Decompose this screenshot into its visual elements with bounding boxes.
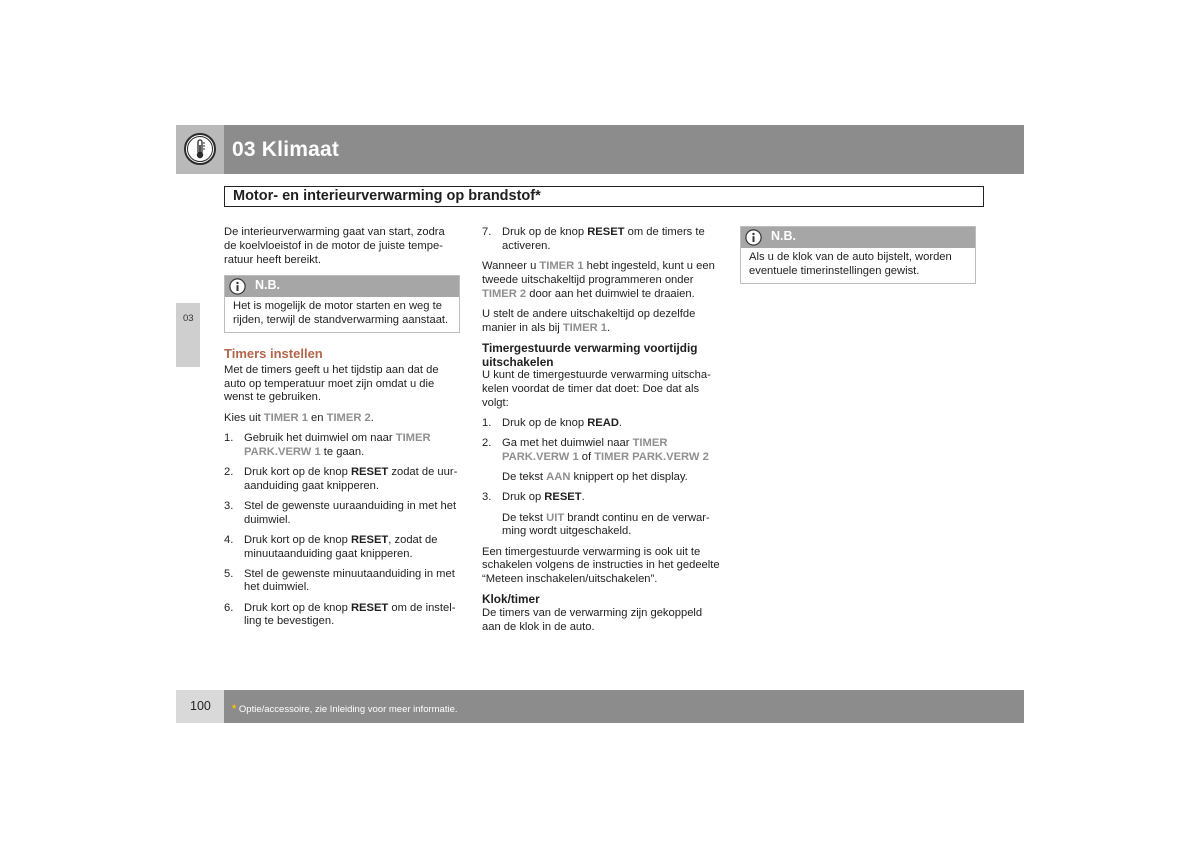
- note-header: [225, 276, 459, 297]
- text-span: Kies uit: [224, 411, 264, 424]
- footnote-text: Optie/accessoire, zie Inleiding voor meer informatie.: [236, 704, 458, 715]
- text-span: Druk kort op de knop: [244, 465, 351, 478]
- note-box: [740, 226, 976, 284]
- text-span: of: [578, 451, 595, 464]
- chapter-title: 03 Klimaat: [232, 138, 340, 161]
- list-number: 7.: [482, 226, 492, 238]
- text-span: Ga met het duimwiel naar: [502, 437, 633, 450]
- display-text: TIMER PARK.VERW 1: [244, 431, 431, 458]
- note-label: N.B.: [771, 229, 796, 243]
- display-text: TIMER 1: [562, 321, 607, 334]
- timer2-paragraph: [482, 260, 722, 301]
- list-item: [224, 534, 460, 562]
- display-text: TIMER PARK.VERW 1: [502, 437, 668, 464]
- side-tab-label: 03: [183, 313, 194, 324]
- button-name: RESET: [350, 601, 389, 614]
- text-span: De tekst: [502, 471, 547, 484]
- timers-paragraph: Met de timers geeft u het tijdstip aan dat de auto op temperatuur moet zijn omdat u die wenst te gebruiken.: [224, 363, 439, 404]
- text-span: hebt ingesteld, kunt u een tweede uitschakeltijd programmeren onder: [482, 259, 715, 286]
- text-span: om de timers te activeren.: [502, 226, 705, 252]
- display-text: TIMER 2: [482, 287, 527, 300]
- list-item: [224, 602, 460, 630]
- text-span: Druk op de knop: [502, 226, 588, 238]
- text-span: om de instel-ling te bevestigen.: [244, 601, 456, 628]
- text-span: te gaan.: [320, 445, 365, 458]
- text-span: De tekst: [502, 511, 547, 524]
- thermometer-icon: [184, 133, 216, 165]
- button-name: READ: [587, 417, 619, 430]
- button-name: RESET: [544, 491, 582, 504]
- list-number: 1.: [482, 417, 492, 430]
- heading-klok-timer: Klok/timer: [482, 592, 540, 607]
- list-number: 4.: [224, 533, 234, 546]
- list-number: 1.: [224, 431, 234, 444]
- timer2-label: TIMER 2: [326, 411, 371, 424]
- text-span: zodat de uur-aanduiding gaat knipperen.: [244, 465, 458, 492]
- footnote-star: *: [232, 703, 237, 715]
- text-span: Gebruik het duimwiel om naar: [244, 431, 396, 444]
- text-span: en: [307, 411, 327, 424]
- display-text: AAN: [546, 471, 571, 484]
- list-item: [482, 491, 722, 505]
- display-text: UIT: [546, 511, 565, 524]
- list-item: [482, 417, 722, 431]
- section-title: Motor- en interieurverwarming op brandstof*: [224, 186, 984, 207]
- intro-paragraph: De interieurverwarming gaat van start, zodra de koelvloeistof in de motor de juiste tempe-ratuur heeft bereikt.: [224, 226, 445, 266]
- button-name: RESET: [587, 226, 625, 238]
- page-number: 100: [190, 699, 211, 713]
- text-span: Druk op: [502, 491, 545, 504]
- list-item: [482, 226, 722, 254]
- note-header: [741, 227, 975, 248]
- text-span: Druk kort op de knop: [244, 533, 351, 546]
- button-name: RESET: [350, 465, 389, 478]
- note-text: Het is mogelijk de motor starten en weg te rijden, terwijl de standverwarming aanstaat.: [233, 300, 449, 327]
- text-span: Druk kort op de knop: [244, 601, 351, 614]
- clock-paragraph: De timers van de verwarming zijn gekoppeld aan de klok in de auto.: [482, 607, 703, 634]
- switch-off-paragraph: U kunt de timergestuurde verwarming uitscha-kelen voordat de timer dat doet: Doe dat als volgt:: [482, 369, 711, 409]
- text-span: U stelt de andere uitschakeltijd op dezelfde manier in als bij: [482, 307, 696, 334]
- list-item: [482, 437, 722, 465]
- alternative-paragraph: Een timergestuurde verwarming is ook uit te schakelen volgens de instructies in het gedeelte “Meteen inschakelen/uitschakelen”.: [482, 545, 720, 586]
- footnote: [232, 703, 458, 715]
- text-span: .: [370, 411, 374, 424]
- button-name: RESET: [350, 533, 389, 546]
- text-span: Stel de gewenste uuraanduiding in met het duimwiel.: [244, 499, 457, 526]
- other-time-paragraph: [482, 308, 722, 336]
- text-span: .: [618, 417, 623, 430]
- text-span: .: [606, 321, 611, 334]
- list-number: 3.: [482, 491, 492, 504]
- list-item: [224, 432, 460, 460]
- timer1-label: TIMER 1: [263, 411, 308, 424]
- list-item: [224, 500, 460, 528]
- heading-early-switch-off: Timergestuurde verwarming voortijdig uitschakelen: [482, 340, 698, 369]
- text-span: knippert op het display.: [570, 471, 688, 484]
- info-icon: [229, 278, 246, 295]
- text-span: , zodat de minuutaanduiding gaat knipperen.: [244, 533, 438, 560]
- display-text: TIMER 1: [539, 259, 584, 272]
- list-item: [224, 466, 460, 494]
- note-text: Als u de klok van de auto bijstelt, worden eventuele timerinstellingen gewist.: [749, 251, 952, 277]
- info-icon: [745, 229, 762, 246]
- text-column-3: [740, 226, 976, 298]
- note-box: [224, 275, 460, 333]
- list-number: 6.: [224, 601, 234, 614]
- text-span: brandt continu en de verwar-ming wordt uitgeschakeld.: [502, 511, 710, 538]
- text-span: door aan het duimwiel te draaien.: [526, 287, 695, 300]
- text-span: Wanneer u: [482, 259, 540, 272]
- sub-paragraph: [482, 471, 722, 485]
- heading-timers-instellen: Timers instellen: [224, 345, 323, 361]
- text-column-1: [224, 226, 460, 636]
- list-number: 5.: [224, 567, 234, 580]
- sub-paragraph: [482, 512, 722, 540]
- list-item: [224, 568, 460, 596]
- list-number: 3.: [224, 499, 234, 512]
- note-label: N.B.: [255, 278, 280, 293]
- list-number: 2.: [482, 437, 492, 450]
- choose-timer-paragraph: [224, 412, 460, 426]
- text-column-2: [482, 226, 722, 641]
- display-text: TIMER PARK.VERW 2: [594, 451, 709, 464]
- text-span: Stel de gewenste minuutaanduiding in met het duimwiel.: [244, 567, 455, 594]
- text-span: .: [581, 491, 585, 504]
- list-number: 2.: [224, 465, 234, 478]
- text-span: Druk op de knop: [502, 417, 588, 430]
